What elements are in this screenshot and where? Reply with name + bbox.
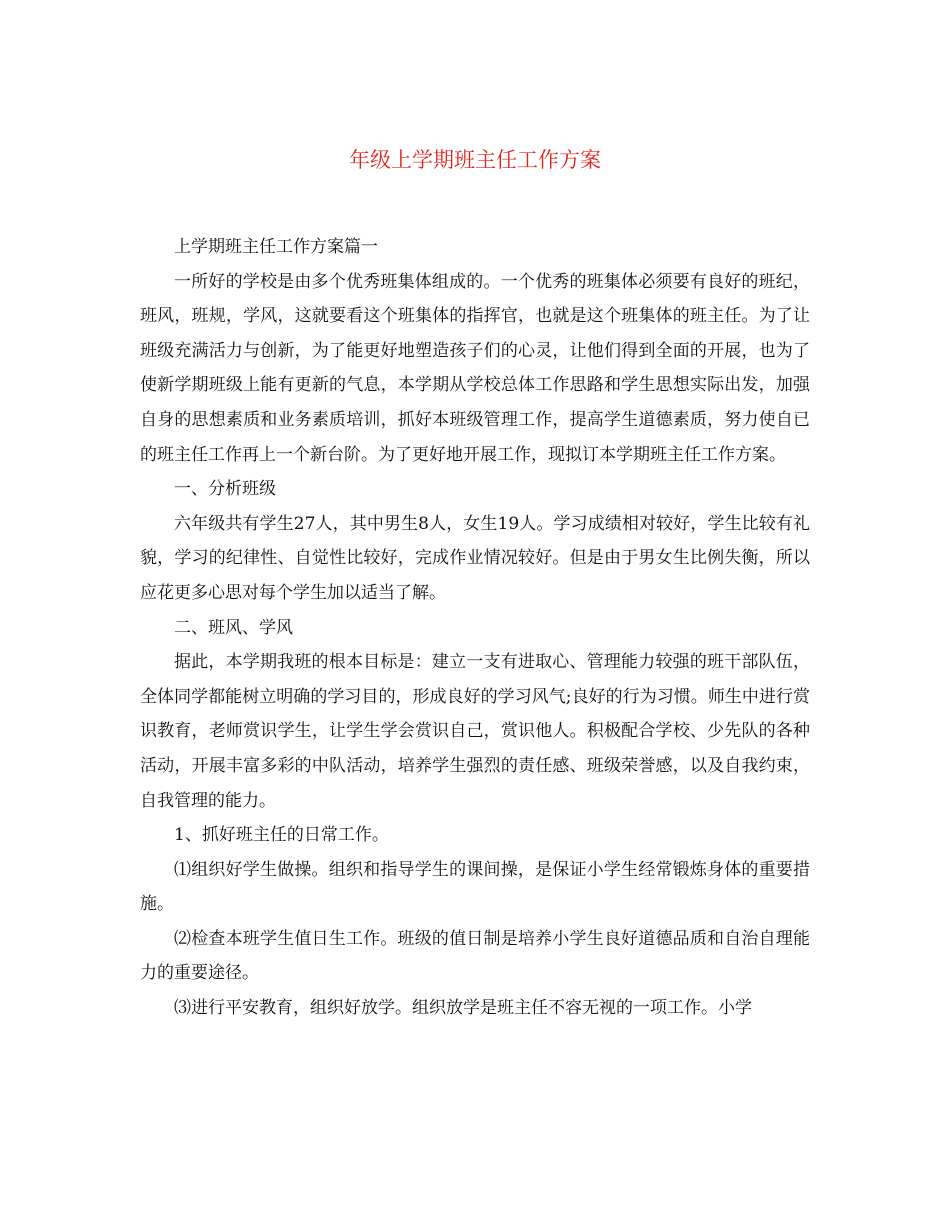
document-body	[140, 230, 810, 1026]
body-paragraph: 六年级共有学生27人，其中男生8人，女生19人。学习成绩相对较好，学生比较有礼貌，学习的纪律性、自觉性比较好，完成作业情况较好。但是由于男女生比例失衡，所以应花更多心思对每个学生加以适当了解。	[140, 513, 810, 603]
body-paragraph: 据此，本学期我班的根本目标是：建立一支有进取心、管理能力较强的班干部队伍，全体同学都能树立明确的学习目的，形成良好的学习风气;良好的行为习惯。师生中进行赏识教育，老师赏识学生，让学生学会赏识自己，赏识他人。积极配合学校、少先队的各种活动，开展丰富多彩的中队活动，培养学生强烈的责任感、班级荣誉感，以及自我约束，自我管理的能力。	[140, 652, 810, 811]
body-paragraph: ⑶进行平安教育，组织好放学。组织放学是班主任不容无视的一项工作。小学	[174, 998, 752, 1019]
document-title: 年级上学期班主任工作方案	[349, 148, 601, 172]
section-heading: 一、分析班级	[174, 479, 276, 500]
body-paragraph: ⑴组织好学生做操。组织和指导学生的课间操，是保证小学生经常锻炼身体的重要措施。	[140, 859, 810, 915]
body-paragraph: 一所好的学校是由多个优秀班集体组成的。一个优秀的班集体必须要有良好的班纪，班风，班规，学风，这就要看这个班集体的指挥官，也就是这个班集体的班主任。为了让班级充满活力与创新，为了能更好地塑造孩子们的心灵，让他们得到全面的开展，也为了使新学期班级上能有更新的气息，本学期从学校总体工作思路和学生思想实际出发，加强自身的思想素质和业务素质培训，抓好本班级管理工作，提高学生道德素质，努力使自已的班主任工作再上一个新台阶。为了更好地开展工作，现拟订本学期班主任工作方案。	[140, 271, 810, 465]
subsection-heading: 1、抓好班主任的日常工作。	[174, 825, 389, 846]
body-paragraph: ⑵检查本班学生值日生工作。班级的值日制是培养小学生良好道德品质和自治自理能力的重要途径。	[140, 928, 810, 984]
section-heading: 二、班风、学风	[174, 617, 293, 638]
section-heading: 上学期班主任工作方案篇一	[174, 237, 378, 257]
